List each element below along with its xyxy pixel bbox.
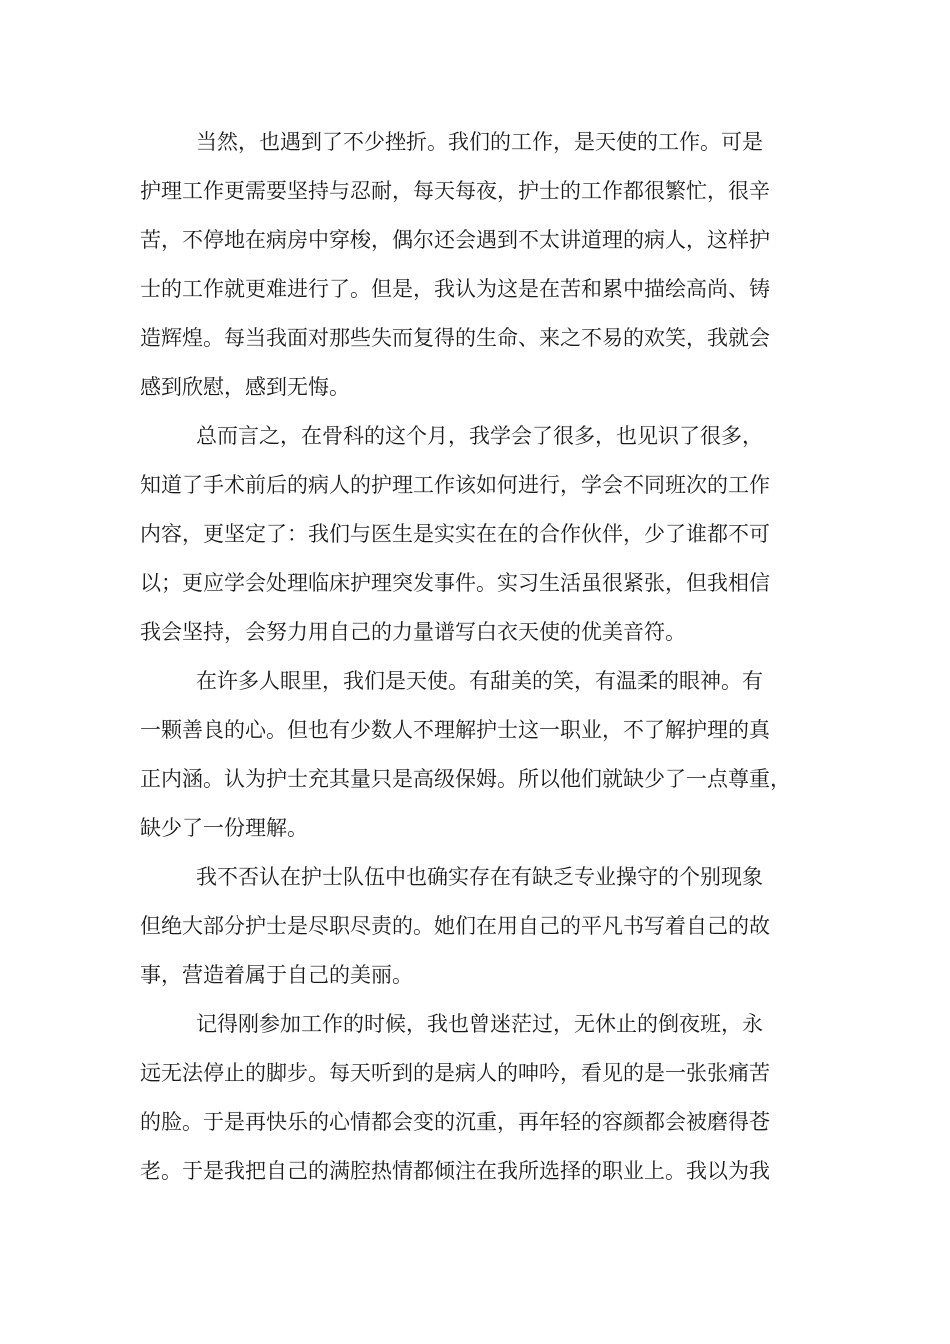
paragraph-line: 在许多人眼里，我们是天使。有甜美的笑，有温柔的眼神。有 — [196, 669, 763, 693]
paragraph-line: 事，营造着属于自己的美丽。 — [140, 963, 413, 987]
paragraph-line: 我不否认在护士队伍中也确实存在有缺乏专业操守的个别现象 — [196, 865, 763, 889]
paragraph-line: 缺少了一份理解。 — [140, 816, 308, 840]
paragraph-2 — [140, 412, 825, 657]
paragraph-line: 我会坚持，会努力用自己的力量谱写白衣天使的优美音符。 — [140, 620, 686, 644]
paragraph-line: 一颗善良的心。但也有少数人不理解护士这一职业，不了解护理的真 — [140, 718, 770, 742]
paragraph-line: 但绝大部分护士是尽职尽责的。她们在用自己的平凡书写着自己的故 — [140, 914, 770, 938]
paragraph-line: 总而言之，在骨科的这个月，我学会了很多，也见识了很多， — [196, 424, 763, 448]
paragraph-5 — [140, 1000, 825, 1196]
paragraph-line: 远无法停止的脚步。每天听到的是病人的呻吟，看见的是一张张痛苦 — [140, 1061, 770, 1085]
paragraph-4 — [140, 853, 825, 1000]
paragraph-line: 造辉煌。每当我面对那些失而复得的生命、来之不易的欢笑，我就会 — [140, 326, 770, 350]
paragraph-1 — [140, 118, 825, 412]
document-body — [140, 118, 825, 1196]
paragraph-line: 记得刚参加工作的时候，我也曾迷茫过，无休止的倒夜班，永 — [196, 1012, 763, 1036]
paragraph-line: 以；更应学会处理临床护理突发事件。实习生活虽很紧张，但我相信 — [140, 571, 770, 595]
paragraph-line: 感到欣慰，感到无悔。 — [140, 375, 350, 399]
paragraph-3 — [140, 657, 825, 853]
paragraph-line: 护理工作更需要坚持与忍耐，每天每夜，护士的工作都很繁忙，很辛 — [140, 179, 770, 203]
paragraph-line: 知道了手术前后的病人的护理工作该如何进行，学会不同班次的工作 — [140, 473, 770, 497]
paragraph-line: 正内涵。认为护士充其量只是高级保姆。所以他们就缺少了一点尊重， — [140, 767, 791, 791]
paragraph-line: 内容，更坚定了：我们与医生是实实在在的合作伙伴，少了谁都不可 — [140, 522, 770, 546]
paragraph-line: 当然，也遇到了不少挫折。我们的工作，是天使的工作。可是 — [196, 130, 763, 154]
paragraph-line: 的脸。于是再快乐的心情都会变的沉重，再年轻的容颜都会被磨得苍 — [140, 1110, 770, 1134]
paragraph-line: 苦，不停地在病房中穿梭，偶尔还会遇到不太讲道理的病人，这样护 — [140, 228, 770, 252]
paragraph-line: 老。于是我把自己的满腔热情都倾注在我所选择的职业上。我以为我 — [140, 1159, 770, 1183]
paragraph-line: 士的工作就更难进行了。但是，我认为这是在苦和累中描绘高尚、铸 — [140, 277, 770, 301]
